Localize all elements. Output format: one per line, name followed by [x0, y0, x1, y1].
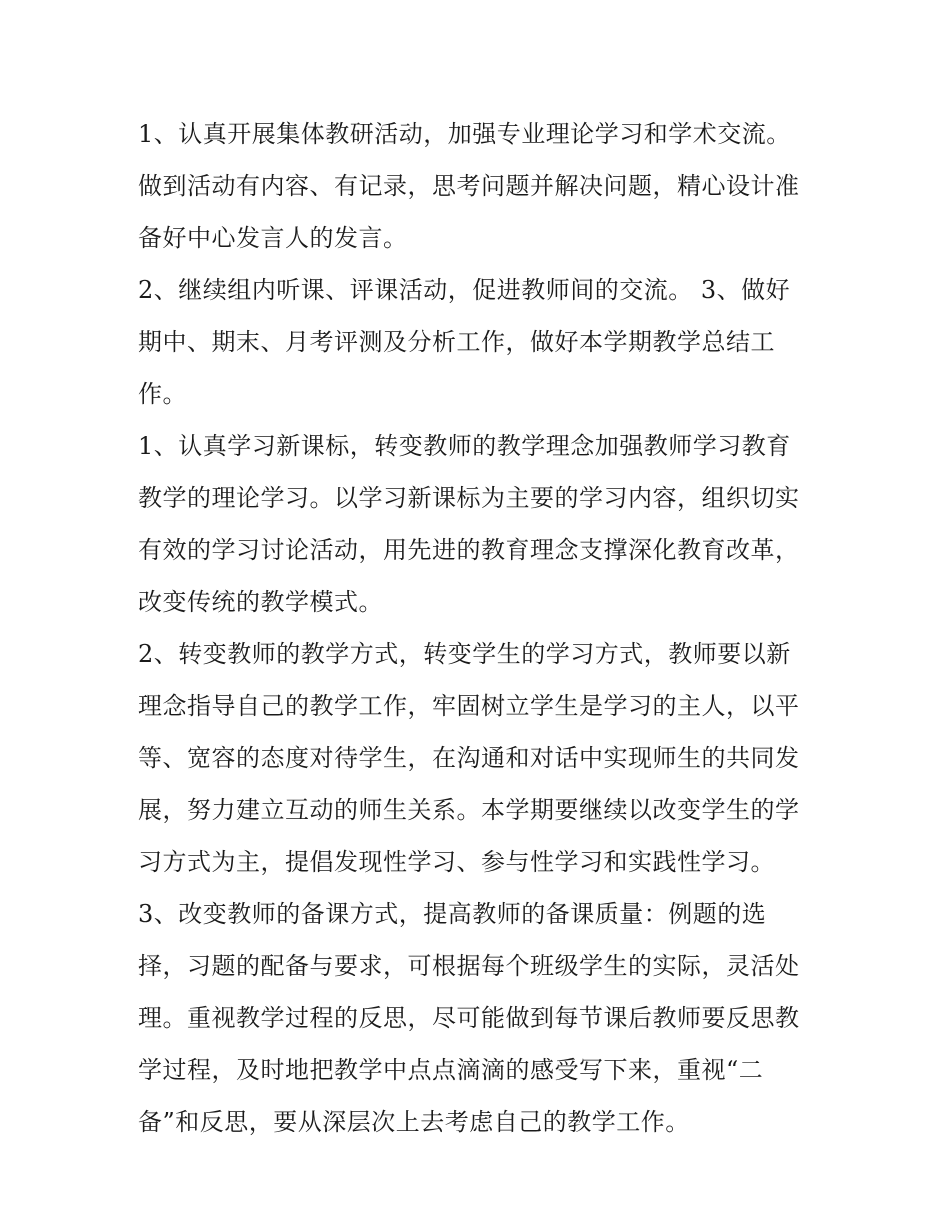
- text-line: 备”和反思，要从深层次上去考虑自己的教学工作。: [138, 1108, 690, 1136]
- text-line: 习方式为主，提倡发现性学习、参与性学习和实践性学习。: [138, 848, 775, 876]
- text-line: 等、宽容的态度对待学生，在沟通和对话中实现师生的共同发: [138, 744, 800, 772]
- text-line: 备好中心发言人的发言。: [138, 224, 408, 252]
- text-line: 展，努力建立互动的师生关系。本学期要继续以改变学生的学: [138, 796, 800, 824]
- text-line: 理。重视教学过程的反思，尽可能做到每节课后教师要反思教: [138, 1004, 800, 1032]
- document-body: [138, 108, 818, 1148]
- text-line: 期中、期末、月考评测及分析工作，做好本学期教学总结工: [138, 328, 775, 356]
- text-line: 理念指导自己的教学工作，牢固树立学生是学习的主人，以平: [138, 692, 800, 720]
- text-line: 1、认真学习新课标，转变教师的教学理念加强教师学习教育: [138, 432, 791, 460]
- text-line: 学过程，及时地把教学中点点滴滴的感受写下来，重视“二: [138, 1056, 764, 1084]
- text-line: 择，习题的配备与要求，可根据每个班级学生的实际，灵活处: [138, 952, 800, 980]
- text-line: 作。: [138, 380, 187, 408]
- text-line: 做到活动有内容、有记录，思考问题并解决问题，精心设计准: [138, 172, 800, 200]
- text-line: 2、转变教师的教学方式，转变学生的学习方式，教师要以新: [138, 640, 791, 668]
- text-line: 3、改变教师的备课方式，提高教师的备课质量：例题的选: [138, 900, 767, 928]
- text-line: 有效的学习讨论活动，用先进的教育理念支撑深化教育改革，: [138, 536, 800, 564]
- text-line: 改变传统的教学模式。: [138, 588, 383, 616]
- text-line: 1、认真开展集体教研活动，加强专业理论学习和学术交流。: [138, 120, 791, 148]
- text-line: 教学的理论学习。以学习新课标为主要的学习内容，组织切实: [138, 484, 800, 512]
- text-line: 2、继续组内听课、评课活动，促进教师间的交流。 3、做好: [138, 276, 791, 304]
